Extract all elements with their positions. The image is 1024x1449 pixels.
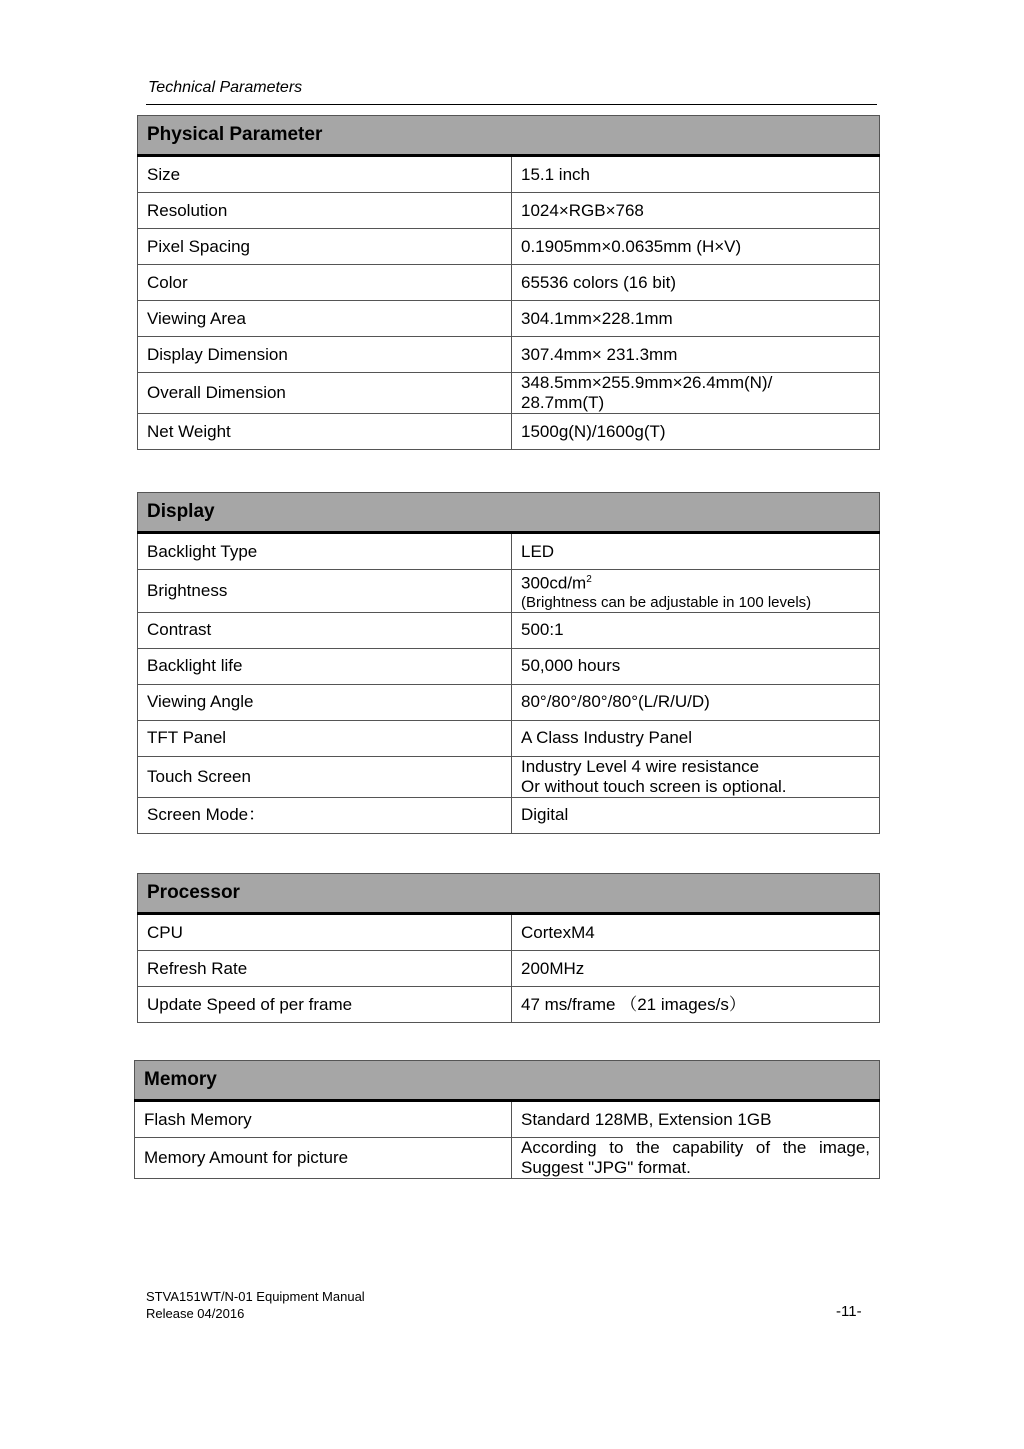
row-label: TFT Panel (138, 720, 512, 756)
row-value (512, 570, 880, 613)
row-value: 50,000 hours (512, 648, 880, 684)
row-label: CPU (138, 914, 512, 951)
value-line-1: 300cd/m (521, 573, 587, 593)
section-title: Processor (138, 874, 880, 914)
value-line-1: Industry Level 4 wire resistance (521, 756, 760, 776)
processor-table (137, 873, 880, 1023)
row-label: Viewing Angle (138, 684, 512, 720)
row-label: Memory Amount for picture (135, 1138, 512, 1179)
table-header (138, 493, 880, 533)
row-label: Display Dimension (138, 337, 512, 373)
superscript: 2 (586, 574, 592, 585)
running-header: Technical Parameters (148, 79, 303, 96)
memory-table (134, 1060, 880, 1179)
table-row (138, 265, 880, 301)
table-row (138, 570, 880, 613)
table-row (138, 648, 880, 684)
section-title: Physical Parameter (138, 116, 880, 156)
table-row (135, 1101, 880, 1138)
table-row (138, 337, 880, 373)
row-value: CortexM4 (512, 914, 880, 951)
row-label: Update Speed of per frame (138, 987, 512, 1023)
row-label: Backlight life (138, 648, 512, 684)
row-value (512, 756, 880, 797)
row-label: Viewing Area (138, 301, 512, 337)
table-row (138, 229, 880, 265)
row-label: Touch Screen (138, 756, 512, 797)
row-value: 200MHz (512, 951, 880, 987)
row-value: 65536 colors (16 bit) (512, 265, 880, 301)
value-line-2: Suggest "JPG" format. (521, 1158, 691, 1177)
table-header (135, 1061, 880, 1101)
table-header (138, 874, 880, 914)
table-row (138, 951, 880, 987)
row-value: A Class Industry Panel (512, 720, 880, 756)
row-value: 15.1 inch (512, 156, 880, 193)
row-value: 1500g(N)/1600g(T) (512, 414, 880, 450)
table-row (138, 684, 880, 720)
table-row (138, 301, 880, 337)
section-title: Display (138, 493, 880, 533)
row-value: 1024×RGB×768 (512, 193, 880, 229)
table-row (138, 797, 880, 833)
row-label: Resolution (138, 193, 512, 229)
row-label: Contrast (138, 612, 512, 648)
table-header (138, 116, 880, 156)
value-line-2: Or without touch screen is optional. (521, 776, 787, 796)
display-table (137, 492, 880, 834)
row-value: 307.4mm× 231.3mm (512, 337, 880, 373)
table-row (138, 156, 880, 193)
row-value: LED (512, 533, 880, 570)
page-number: -11- (836, 1303, 862, 1320)
row-value: 0.1905mm×0.0635mm (H×V) (512, 229, 880, 265)
row-value: Digital (512, 797, 880, 833)
row-value: Standard 128MB, Extension 1GB (512, 1101, 880, 1138)
table-row (138, 373, 880, 414)
footer-info (146, 1288, 365, 1322)
row-label: Color (138, 265, 512, 301)
row-label: Backlight Type (138, 533, 512, 570)
footer-release: Release 04/2016 (146, 1306, 245, 1321)
table-row (138, 720, 880, 756)
row-value: 80°/80°/80°/80°(L/R/U/D) (512, 684, 880, 720)
table-row (138, 193, 880, 229)
table-row (135, 1138, 880, 1179)
row-label: Refresh Rate (138, 951, 512, 987)
row-value: 47 ms/frame （21 images/s） (512, 987, 880, 1023)
row-label: Size (138, 156, 512, 193)
value-line-1: According to the capability of the image, (521, 1138, 871, 1157)
row-value (512, 373, 880, 414)
row-value: 304.1mm×228.1mm (512, 301, 880, 337)
row-label: Overall Dimension (138, 373, 512, 414)
table-row (138, 533, 880, 570)
footer-manual-title: STVA151WT/N-01 Equipment Manual (146, 1289, 365, 1304)
table-row (138, 414, 880, 450)
section-title: Memory (135, 1061, 880, 1101)
table-row (138, 914, 880, 951)
table-row (138, 987, 880, 1023)
physical-parameter-table (137, 115, 880, 450)
row-label: Pixel Spacing (138, 229, 512, 265)
row-label: Brightness (138, 570, 512, 613)
value-line-2: 28.7mm(T) (521, 393, 605, 412)
value-line-1: 348.5mm×255.9mm×26.4mm(N)/ (521, 373, 773, 392)
value-line-2: (Brightness can be adjustable in 100 levels) (521, 593, 812, 611)
row-label: Flash Memory (135, 1101, 512, 1138)
row-value (512, 1138, 880, 1179)
row-label: Net Weight (138, 414, 512, 450)
table-row (138, 756, 880, 797)
table-row (138, 612, 880, 648)
row-value: 500:1 (512, 612, 880, 648)
header-rule (146, 104, 877, 105)
row-label: Screen Mode： (138, 797, 512, 833)
